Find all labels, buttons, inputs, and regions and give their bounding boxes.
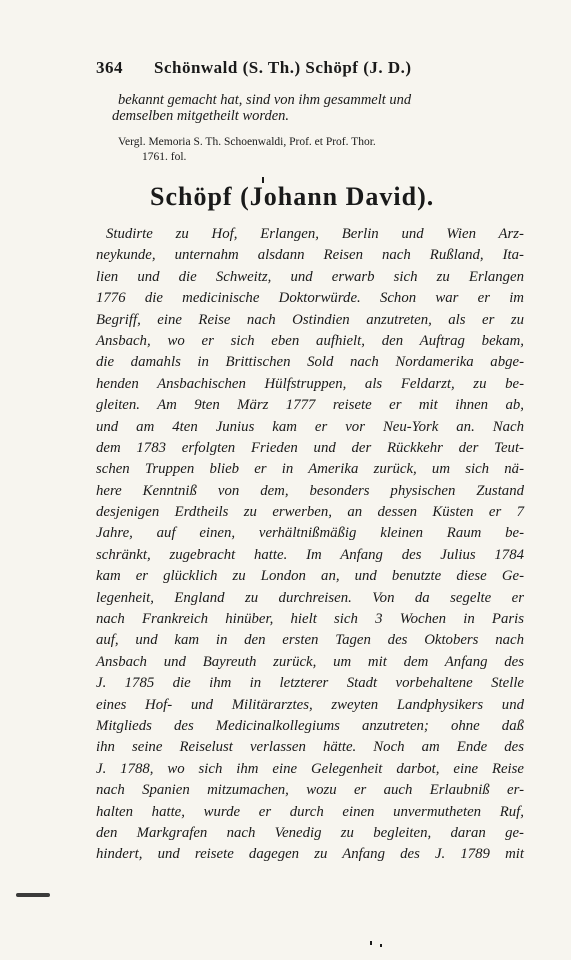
body-line: dem 1783 erfolgten Frieden und der Rückkehr der Teut- [96,439,524,456]
body-line: nach Frankreich hinüber, hielt sich 3 Wochen in Paris [96,611,524,628]
body-line: legenheit, England zu durchreisen. Von da segelte er [96,589,524,606]
body-line: und am 4ten Junius kam er vor Neu-York an. Nach [96,418,524,435]
running-head-text: Schönwald (S. Th.) Schöpf (J. D.) [154,58,412,77]
text-line: demselben mitgetheilt worden. [112,108,290,124]
reference-note [118,135,528,165]
body-line: schränkt, zugebracht hatte. Im Anfang des Julius 1784 [96,546,524,563]
print-speck [370,941,372,945]
body-line: here Kenntniß von dem, besonders physischen Zustand [96,482,524,499]
body-line: henden Ansbachischen Hülfstruppen, als Feldarzt, zu be- [96,375,524,392]
body-line: halten hatte, wurde er durch einen unvermutheten Ruf, [96,803,524,820]
page-number: 364 [96,58,123,77]
body-line: schen Truppen blieb er in Amerika zurück, um sich nä- [96,461,524,478]
body-line: den Markgrafen nach Venedig zu begleiten, daran ge- [96,824,524,841]
body-line: lien und die Schweitz, und erwarb sich zu Erlangen [96,268,524,285]
body-line: neykunde, unternahm alsdann Reisen nach Rußland, Ita- [96,247,524,264]
body-line: Begriff, eine Reise nach Ostindien anzutreten, als er zu [96,311,524,328]
reference-line: Vergl. Memoria S. Th. Schoenwaldi, Prof. et Prof. Thor. [118,136,376,148]
entry-body [96,224,524,866]
body-line: J. 1785 die ihm in letzterer Stadt vorbehaltene Stelle [96,675,524,692]
body-line: Ansbach, wo er sich eben aufhielt, den Auftrag bekam, [96,332,524,349]
body-line: Studirte zu Hof, Erlangen, Berlin und Wien Arz- [106,226,524,242]
text-line: bekannt gemacht hat, sind von ihm gesammelt und [118,92,412,108]
body-line: J. 1788, wo sich ihm eine Gelegenheit darbot, eine Reise [96,760,524,777]
body-line: auf, und kam in den ersten Tagen des Oktobers nach [96,632,524,649]
body-line: Mitglieds des Medicinalkollegiums anzutreten; ohne daß [96,717,524,734]
ink-mark [16,893,50,897]
body-line: gleiten. Am 9ten März 1777 reisete er mit ihnen ab, [96,397,524,414]
body-line: nach Spanien mitzumachen, wozu er auch Erlaubniß er- [96,782,524,799]
body-line: ihn seine Reiselust verlassen hätte. Noch am Ende des [96,739,524,756]
print-speck [380,944,382,947]
entry-title: Schöpf (Johann David). [150,182,435,211]
body-line: Jahre, auf einen, verhältnißmäßig kleinen Raum be- [96,525,524,542]
previous-entry-continuation [112,92,522,124]
body-line: kam er glücklich zu London an, und benutzte diese Ge- [96,568,524,585]
reference-line: 1761. fol. [142,151,187,163]
body-line: eines Hof- und Militärarztes, zweyten Landphysikers und [96,696,524,713]
running-head [96,58,536,82]
body-line: hindert, und reisete dagegen zu Anfang des J. 1789 mit [96,846,524,863]
body-line: Ansbach und Bayreuth zurück, um mit dem Anfang des [96,653,524,670]
body-line: die damahls in Brittischen Sold nach Nordamerika abge- [96,354,524,371]
body-line: desjenigen Erdtheils zu erwerben, an dessen Küsten er 7 [96,504,524,521]
body-line: 1776 die medicinische Doktorwürde. Schon war er im [96,290,524,307]
